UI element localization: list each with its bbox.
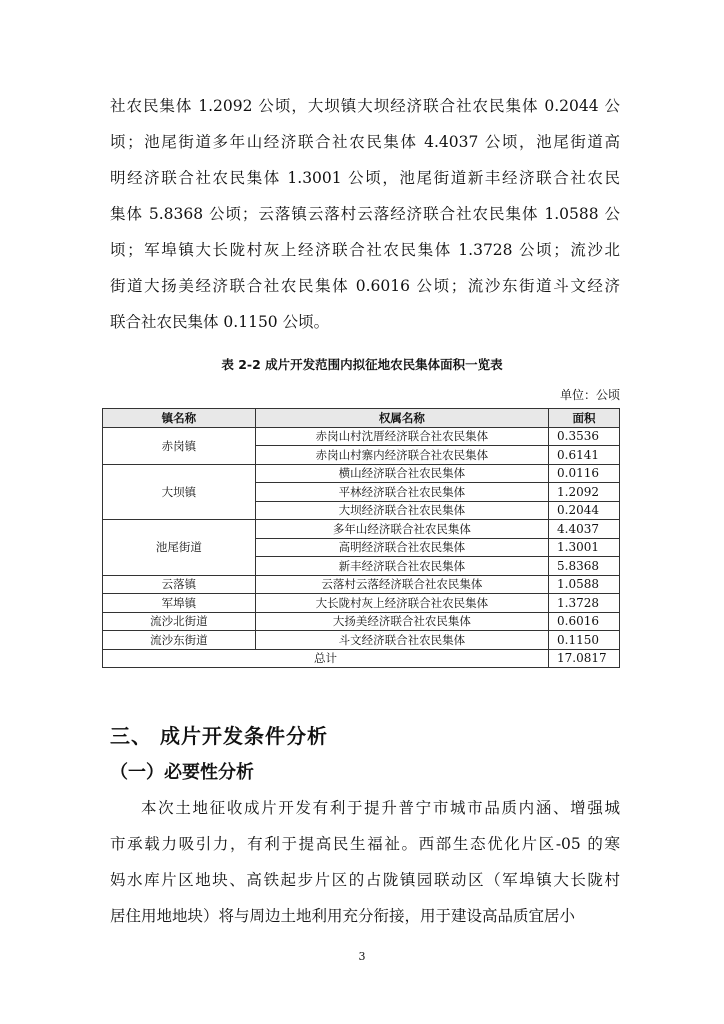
- paragraph-line: 顷；池尾街道多年山经济联合社农民集体 4.4037 公顷，池尾街道高: [110, 133, 620, 151]
- owner-cell: 赤岗山村寨内经济联合社农民集体: [255, 446, 548, 465]
- area-cell: 0.0116: [549, 464, 620, 483]
- table-header-row: [103, 409, 620, 428]
- area-cell: 0.6016: [549, 612, 620, 631]
- area-cell: 0.6141: [549, 446, 620, 465]
- area-cell: 0.3536: [549, 427, 620, 446]
- table-total-row: [103, 649, 620, 668]
- town-cell: 赤岗镇: [103, 427, 256, 464]
- town-cell: 大坝镇: [103, 464, 256, 520]
- paragraph-line: 妈水库片区地块、高铁起步片区的占陇镇园联动区（军埠镇大长陇村: [110, 871, 620, 889]
- table-row: [103, 575, 620, 594]
- owner-cell: 云落村云落经济联合社农民集体: [255, 575, 548, 594]
- table-row: [103, 520, 620, 539]
- header-owner: 权属名称: [255, 409, 548, 428]
- page-number: 3: [358, 950, 366, 963]
- owner-cell: 高明经济联合社农民集体: [255, 538, 548, 557]
- paragraph-line: 社农民集体 1.2092 公顷，大坝镇大坝经济联合社农民集体 0.2044 公: [110, 97, 620, 115]
- paragraph-line: 顷；军埠镇大长陇村灰上经济联合社农民集体 1.3728 公顷；流沙北: [110, 241, 620, 259]
- header-town: 镇名称: [103, 409, 256, 428]
- owner-cell: 大长陇村灰上经济联合社农民集体: [255, 594, 548, 613]
- area-cell: 0.1150: [549, 631, 620, 650]
- owner-cell: 斗文经济联合社农民集体: [255, 631, 548, 650]
- owner-cell: 大坝经济联合社农民集体: [255, 501, 548, 520]
- owner-cell: 平林经济联合社农民集体: [255, 483, 548, 502]
- table-unit: 单位：公顷: [559, 388, 620, 402]
- table-row: [103, 464, 620, 483]
- table-row: [103, 612, 620, 631]
- area-cell: 1.3728: [549, 594, 620, 613]
- paragraph-line: 街道大扬美经济联合社农民集体 0.6016 公顷；流沙东街道斗文经济: [110, 277, 620, 295]
- subsection-heading: （一）必要性分析: [110, 762, 254, 783]
- area-cell: 4.4037: [549, 520, 620, 539]
- area-cell: 0.2044: [549, 501, 620, 520]
- area-cell: 1.2092: [549, 483, 620, 502]
- section-heading: 三、 成片开发条件分析: [110, 724, 328, 748]
- total-value: 17.0817: [549, 649, 620, 668]
- town-cell: 军埠镇: [103, 594, 256, 613]
- owner-cell: 新丰经济联合社农民集体: [255, 557, 548, 576]
- table-row: [103, 631, 620, 650]
- paragraph-line: 本次土地征收成片开发有利于提升普宁市城市品质内涵、增强城: [141, 799, 620, 817]
- owner-cell: 赤岗山村沈厝经济联合社农民集体: [255, 427, 548, 446]
- table-row: [103, 427, 620, 446]
- land-area-table: [102, 408, 620, 668]
- intro-paragraph: [110, 88, 620, 340]
- area-cell: 5.8368: [549, 557, 620, 576]
- town-cell: 云落镇: [103, 575, 256, 594]
- owner-cell: 多年山经济联合社农民集体: [255, 520, 548, 539]
- owner-cell: 大扬美经济联合社农民集体: [255, 612, 548, 631]
- table-row: [103, 594, 620, 613]
- owner-cell: 横山经济联合社农民集体: [255, 464, 548, 483]
- town-cell: 流沙东街道: [103, 631, 256, 650]
- area-cell: 1.0588: [549, 575, 620, 594]
- paragraph-line: 明经济联合社农民集体 1.3001 公顷，池尾街道新丰经济联合社农民: [110, 169, 620, 187]
- table-caption: 表 2-2 成片开发范围内拟征地农民集体面积一览表: [221, 357, 503, 372]
- header-area: 面积: [549, 409, 620, 428]
- area-cell: 1.3001: [549, 538, 620, 557]
- paragraph-line: 联合社农民集体 0.1150 公顷。: [110, 313, 330, 331]
- paragraph-line: 市承载力吸引力，有利于提高民生福祉。西部生态优化片区-05 的寒: [110, 835, 620, 853]
- town-cell: 流沙北街道: [103, 612, 256, 631]
- body-paragraph: [110, 790, 620, 934]
- paragraph-line: 集体 5.8368 公顷；云落镇云落村云落经济联合社农民集体 1.0588 公: [110, 205, 620, 223]
- paragraph-line: 居住用地地块）将与周边土地利用充分衔接，用于建设高品质宜居小: [110, 907, 576, 925]
- town-cell: 池尾街道: [103, 520, 256, 576]
- total-label: 总计: [103, 649, 549, 668]
